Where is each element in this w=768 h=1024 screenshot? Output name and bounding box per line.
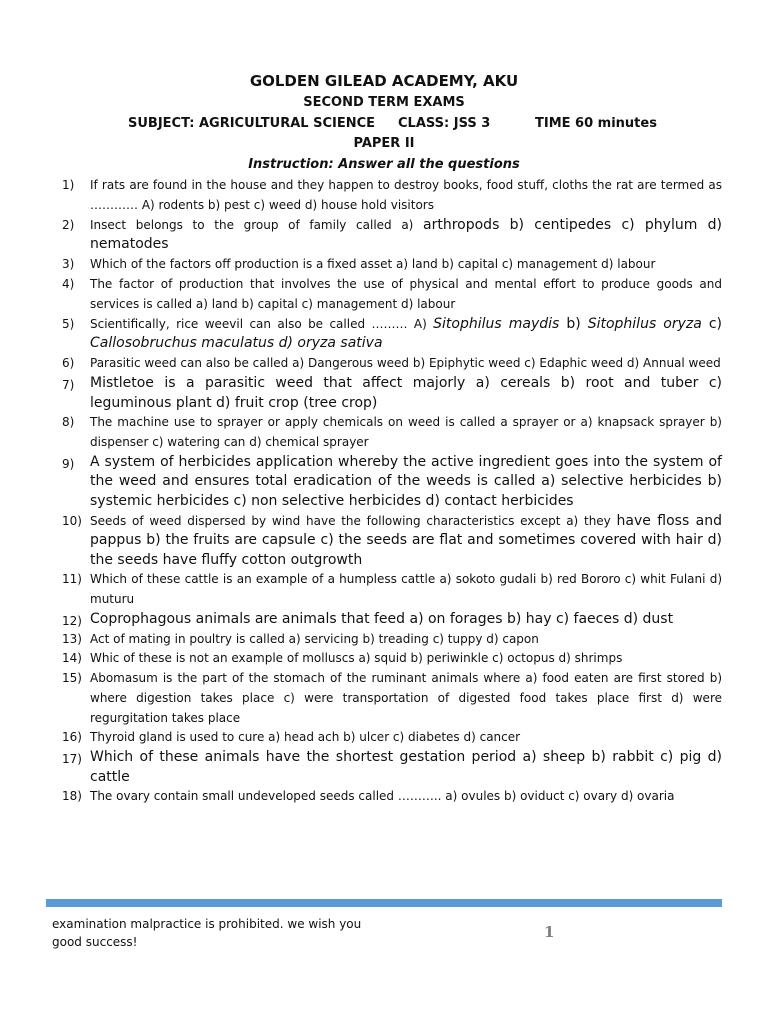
question-text: Scientifically, rice weevil can also be called ……… A) xyxy=(90,316,434,331)
option-separator: b) xyxy=(559,315,588,332)
question-text: Seeds of weed dispersed by wind have the following characteristics except a) they xyxy=(90,513,617,528)
question-11 xyxy=(62,570,722,610)
question-text: Thyroid gland is used to cure a) head ach b) ulcer c) diabetes d) cancer xyxy=(90,730,521,745)
species-name: Sitophilus oryza xyxy=(587,315,702,332)
question-text: Whic of these is not an example of molluscs a) squid b) periwinkle c) octopus d) shrimps xyxy=(90,651,623,666)
question-text: Which of these animals have the shortest gestation period a) sheep b) rabbit c) pig d) cattle xyxy=(90,749,722,785)
time-label: TIME 60 minutes xyxy=(535,116,657,131)
question-text-large: have floss and pappus b) the fruits are capsule c) the seeds are flat and sometimes covered with hair d) the seeds have fluffy cotton outgrowth xyxy=(90,512,722,568)
paper-label: PAPER II xyxy=(353,136,415,151)
question-number: 1) xyxy=(62,178,75,192)
question-1 xyxy=(62,176,722,216)
question-10 xyxy=(62,512,722,571)
subject-row xyxy=(0,113,768,134)
question-text: Insect belongs to the group of family called a) xyxy=(90,217,424,232)
footer-note: examination malpractice is prohibited. we wish you good success! xyxy=(52,917,362,949)
question-13 xyxy=(62,630,722,650)
option-separator: c) xyxy=(701,315,722,332)
subject-label: SUBJECT: AGRICULTURAL SCIENCE xyxy=(128,116,375,131)
page-number: 1 xyxy=(544,923,555,941)
question-number: 8) xyxy=(62,415,75,430)
question-2 xyxy=(62,216,722,256)
question-text: Parasitic weed can also be called a) Dangerous weed b) Epiphytic weed c) Edaphic weed d) Annual weed xyxy=(90,356,721,371)
question-number: 16) xyxy=(62,730,82,745)
exam-header xyxy=(0,70,768,175)
class-label: CLASS: JSS 3 xyxy=(398,116,491,131)
question-16 xyxy=(62,728,722,748)
question-number: 15) xyxy=(62,671,82,686)
question-number: 2) xyxy=(62,217,75,232)
question-number: 6) xyxy=(62,356,75,371)
question-text-large: arthropods b) centipedes c) phylum d) nematodes xyxy=(90,216,722,253)
question-number: 18) xyxy=(62,789,82,804)
question-number: 4) xyxy=(62,276,75,291)
question-number: 17) xyxy=(62,752,82,767)
question-5 xyxy=(62,315,722,355)
question-number: 5) xyxy=(62,316,75,331)
question-15 xyxy=(62,669,722,728)
question-number: 14) xyxy=(62,651,82,666)
question-number: 10) xyxy=(62,513,82,528)
species-name: Sitophilus maydis xyxy=(433,315,560,332)
question-3 xyxy=(62,255,722,275)
question-number: 7) xyxy=(62,377,75,392)
question-6 xyxy=(62,354,722,374)
question-text: Coprophagous animals are animals that feed a) on forages b) hay c) faeces d) dust xyxy=(90,610,674,627)
question-14 xyxy=(62,649,722,669)
question-number: 9) xyxy=(62,456,75,471)
question-12 xyxy=(62,610,722,630)
question-text: The ovary contain small undeveloped seeds called ……….. a) ovules b) oviduct c) ovary d) ovaria xyxy=(90,789,675,804)
question-18 xyxy=(62,787,722,807)
question-8 xyxy=(62,413,722,453)
question-number: 13) xyxy=(62,631,82,646)
question-list xyxy=(62,176,722,807)
footer-divider xyxy=(46,899,722,907)
question-7 xyxy=(62,374,722,413)
question-text: The factor of production that involves the use of physical and mental effort to produce goods and services is called a) land b) capital c) management d) labour xyxy=(90,276,722,311)
question-text: The machine use to sprayer or apply chemicals on weed is called a sprayer or a) knapsack sprayer b) dispenser c) watering can d) chemical sprayer xyxy=(90,415,722,449)
species-name: Callosobruchus maculatus d) oryza sativa xyxy=(90,335,383,352)
exam-title: SECOND TERM EXAMS xyxy=(303,95,465,110)
question-4 xyxy=(62,275,722,315)
question-text: Abomasum is the part of the stomach of the ruminant animals where a) food eaten are first stored b) where digestion takes place c) were transportation of digested food takes place first d) were regurgitation takes place xyxy=(90,671,722,725)
question-text: Which of these cattle is an example of a humpless cattle a) sokoto gudali b) red Bororo c) whit Fulani d) muturu xyxy=(90,572,722,607)
question-number: 3) xyxy=(62,257,75,272)
question-9 xyxy=(62,453,722,512)
question-number: 11) xyxy=(62,572,82,587)
question-text: Act of mating in poultry is called a) servicing b) treading c) tuppy d) capon xyxy=(90,631,539,646)
question-number: 12) xyxy=(62,613,82,628)
instruction: Instruction: Answer all the questions xyxy=(248,157,520,172)
question-text: Which of the factors off production is a fixed asset a) land b) capital c) management d) labour xyxy=(90,257,656,272)
question-text: Mistletoe is a parasitic weed that affect majorly a) cereals b) root and tuber c) leguminous plant d) fruit crop (tree crop) xyxy=(90,374,722,411)
school-name: GOLDEN GILEAD ACADEMY, AKU xyxy=(249,72,519,90)
question-text: A system of herbicides application whereby the active ingredient goes into the system of the weed and ensures total eradication of the weeds is called a) selective herbicides b) systemic herbicides c) non selective herbicides d) contact herbicides xyxy=(90,453,722,509)
question-text: If rats are found in the house and they happen to destroy books, food stuff, cloths the rat are termed as ………… A) rodents b) pest c) weed d) house hold visitors xyxy=(90,178,722,212)
question-17 xyxy=(62,748,722,787)
